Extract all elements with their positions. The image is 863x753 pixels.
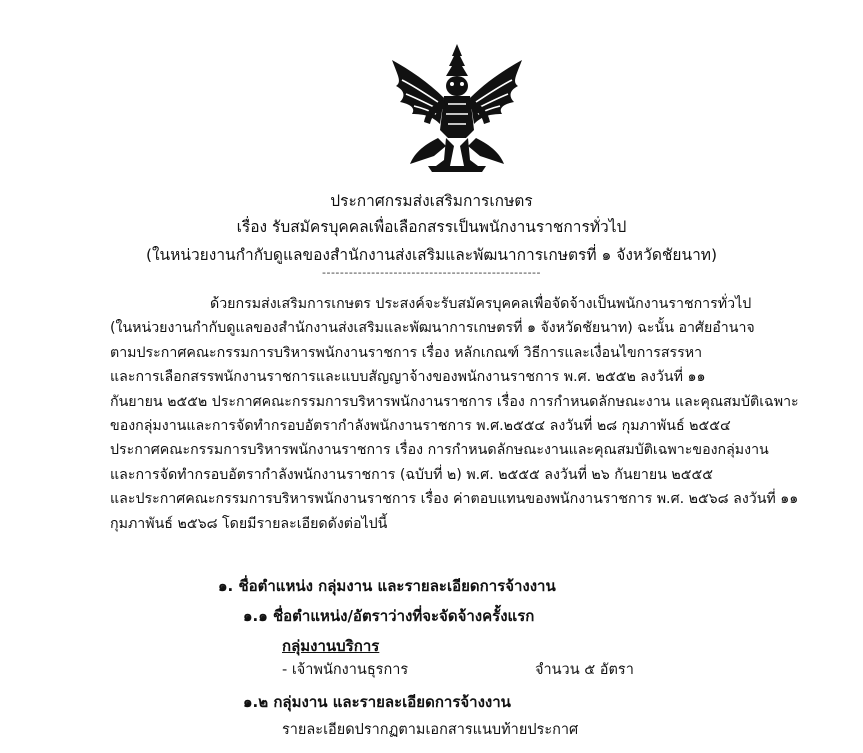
body-line: และการเลือกสรรพนักงานราชการและแบบสัญญาจ้างของพนักงานราชการ พ.ศ. ๒๕๕๒ ลงวันที่ ๑๑ [110,369,706,386]
announcement-subject: เรื่อง รับสมัครบุคคลเพื่อเลือกสรรเป็นพนักงานราชการทั่วไป [236,218,627,236]
garuda-emblem-icon [388,42,526,174]
job-group-label: กลุ่มงานบริการ [282,637,380,655]
header-divider: ------------------------------------------------- [322,266,541,279]
section-1-heading: ๑. ชื่อตำแหน่ง กลุ่มงาน และรายละเอียดการจ้างงาน [218,577,556,595]
body-paragraph [110,292,826,536]
body-line: กุมภาพันธ์ ๒๕๖๘ โดยมีรายละเอียดดังต่อไปนี้ [110,515,388,532]
body-line: ตามประกาศคณะกรรมการบริหารพนักงานราชการ เรื่อง หลักเกณฑ์ วิธีการและเงื่อนไขการสรรหา [110,344,703,361]
position-count: จำนวน ๕ อัตรา [535,662,634,678]
body-line: ด้วยกรมส่งเสริมการเกษตร ประสงค์จะรับสมัครบุคคลเพื่อจัดจ้างเป็นพนักงานราชการทั่วไป [210,296,752,312]
body-line: กันยายน ๒๕๕๒ ประกาศคณะกรรมการบริหารพนักงานราชการ เรื่อง การกำหนดลักษณะงาน และคุณสมบัติเฉพาะ [110,393,799,410]
body-line: (ในหน่วยงานกำกับดูแลของสำนักงานส่งเสริมและพัฒนาการเกษตรที่ ๑ จังหวัดชัยนาท) ฉะนั้น อาศัยอำนาจ [110,320,755,337]
body-line: ของกลุ่มงานและการจัดทำกรอบอัตรากำลังพนักงานราชการ พ.ศ.๒๕๕๔ ลงวันที่ ๒๘ กุมภาพันธ์ ๒๕๕๔ [110,418,731,435]
position-name: - เจ้าพนักงานธุรการ [282,662,409,678]
body-line: และการจัดทำกรอบอัตรากำลังพนักงานราชการ (ฉบับที่ ๒) พ.ศ. ๒๕๕๕ ลงวันที่ ๒๖ กันยายน ๒๕๕๕ [110,466,713,483]
section-1-2-heading: ๑.๒ กลุ่มงาน และรายละเอียดการจ้างงาน [243,693,511,711]
details-reference: รายละเอียดปรากฏตามเอกสารแนบท้ายประกาศ [282,722,579,738]
announcement-unit: (ในหน่วยงานกำกับดูแลของสำนักงานส่งเสริมและพัฒนาการเกษตรที่ ๑ จังหวัดชัยนาท) [145,246,718,264]
body-line: และประกาศคณะกรรมการบริหารพนักงานราชการ เรื่อง ค่าตอบแทนของพนักงานราชการ พ.ศ. ๒๕๖๘ ลงวันที่ ๑๑ [110,491,799,508]
announcement-agency: ประกาศกรมส่งเสริมการเกษตร [330,192,533,210]
section-1-1-heading: ๑.๑ ชื่อตำแหน่ง/อัตราว่างที่จะจัดจ้างครั้งแรก [243,607,535,625]
body-line: ประกาศคณะกรรมการบริหารพนักงานราชการ เรื่อง การกำหนดลักษณะงานและคุณสมบัติเฉพาะของกลุ่มงาน [110,442,769,459]
